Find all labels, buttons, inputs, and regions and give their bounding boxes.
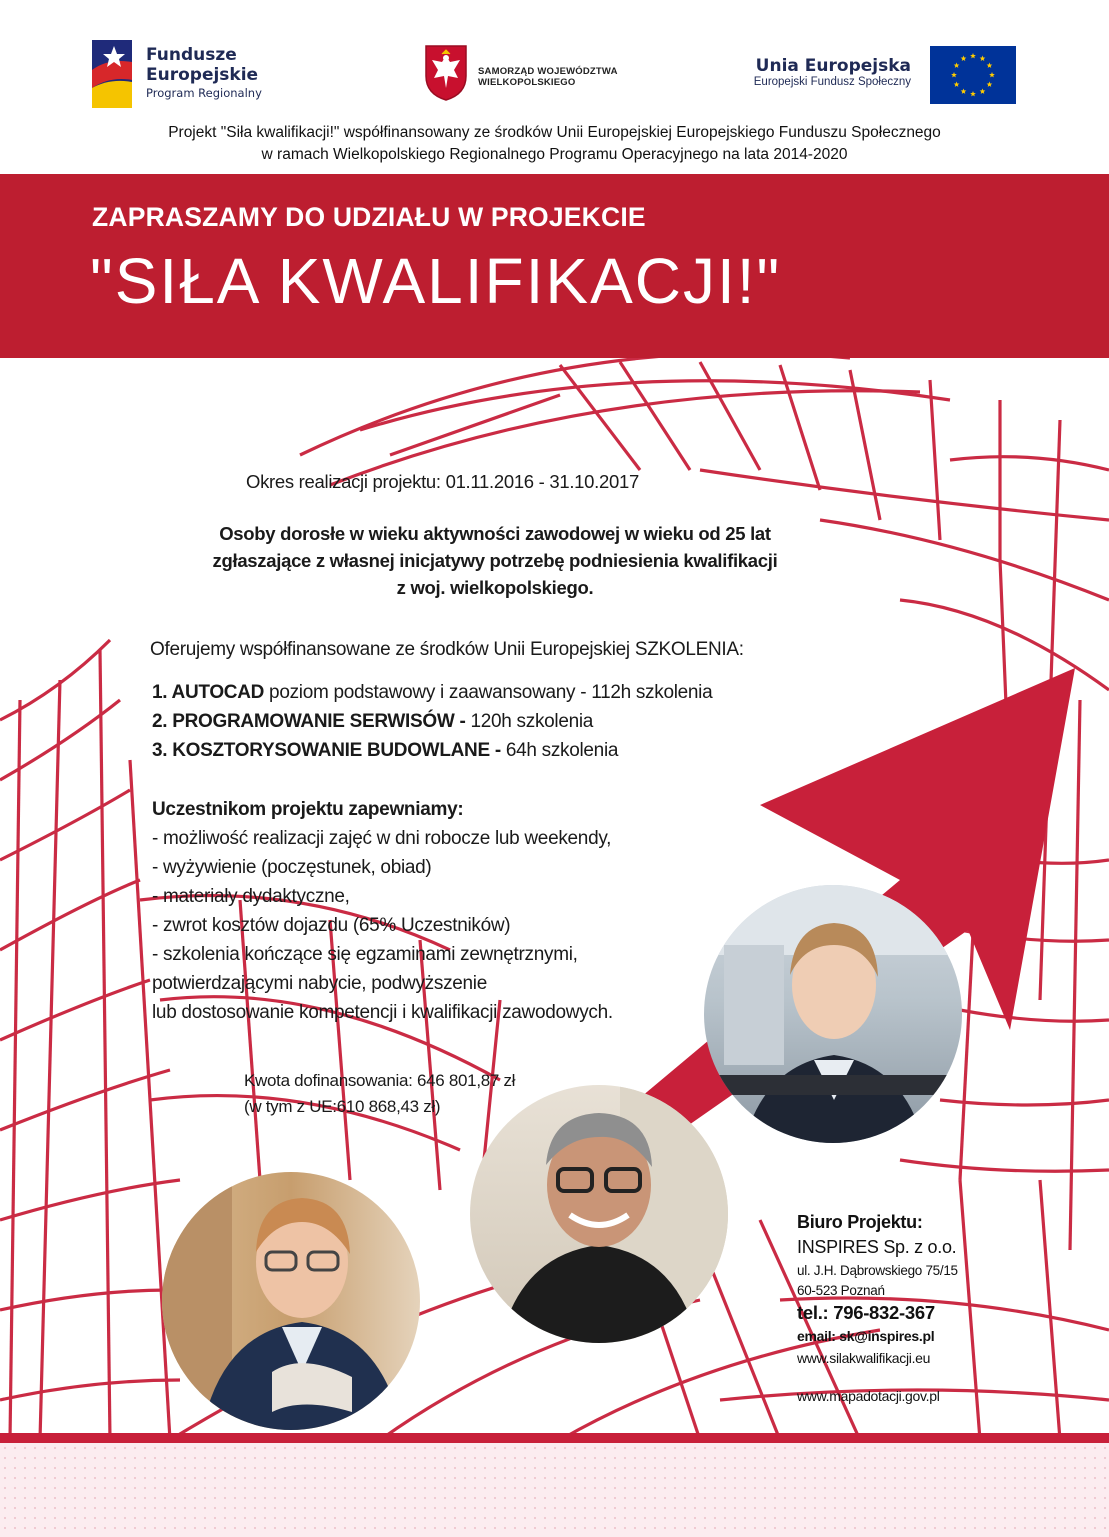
- contact-heading: Biuro Projektu:: [797, 1212, 923, 1232]
- photo-woman: [704, 885, 962, 1143]
- funding-line1: Kwota dofinansowania: 646 801,87 zł: [244, 1071, 516, 1090]
- fe-line2: Europejskie: [146, 65, 259, 85]
- training-item: [152, 736, 712, 765]
- benefit-item: - możliwość realizacji zajęć w dni robocze lub weekendy,: [152, 828, 612, 849]
- training-detail: 120h szkolenia: [465, 711, 594, 732]
- contact-website[interactable]: www.silakwalifikacji.eu: [797, 1350, 931, 1366]
- funding: [244, 1068, 515, 1120]
- banner-subtitle: ZAPRASZAMY DO UDZIAŁU W PROJEKCIE: [92, 202, 646, 232]
- contact-company: INSPIRES Sp. z o.o.: [797, 1237, 957, 1257]
- benefit-item: - szkolenia kończące się egzaminami zewnętrznymi,: [152, 944, 578, 965]
- cofinancing-line2: w ramach Wielkopolskiego Regionalnego Programu Operacyjnego na lata 2014-2020: [261, 146, 848, 163]
- benefit-item: - materiały dydaktyczne,: [152, 886, 350, 907]
- cofinancing-line1: Projekt "Siła kwalifikacji!" współfinansowany ze środków Unii Europejskiej Europejskiego Funduszu Społecznego: [168, 124, 941, 141]
- training-name: 1. AUTOCAD: [152, 682, 265, 703]
- benefit-item: lub dostosowanie kompetencji i kwalifikacji zawodowych.: [152, 1002, 613, 1023]
- fe-line1: Fundusze: [146, 45, 237, 65]
- project-period: Okres realizacji projektu: 01.11.2016 - 31.10.2017: [246, 471, 639, 492]
- target-group: [150, 520, 840, 601]
- samorzad-line1: SAMORZĄD WOJEWÓDZTWA: [478, 66, 618, 77]
- eu-line1: Unia Europejska: [755, 56, 911, 76]
- funding-line2: (w tym z UE:610 868,43 zł): [244, 1097, 441, 1116]
- fe-logo-text: [146, 45, 262, 101]
- benefits-heading: Uczestnikom projektu zapewniamy:: [152, 799, 464, 820]
- contact-phone: tel.: 796-832-367: [797, 1302, 935, 1323]
- benefit-item: potwierdzającymi nabycie, podwyższenie: [152, 973, 487, 994]
- samorzad-line2: WIELKOPOLSKIEGO: [478, 77, 576, 88]
- target-group-line1: Osoby dorosłe w wieku aktywności zawodowej w wieku od 25 lat: [219, 523, 771, 544]
- contact-email[interactable]: email: sk@inspires.pl: [797, 1328, 935, 1344]
- eu-flag-icon: [930, 46, 1016, 104]
- map-website[interactable]: www.mapadotacji.gov.pl: [797, 1388, 940, 1404]
- training-name: 3. KOSZTORYSOWANIE BUDOWLANE -: [152, 740, 501, 761]
- eagle-coat-of-arms-icon: [424, 44, 468, 102]
- training-item: [152, 707, 712, 736]
- target-group-line3: z woj. wielkopolskiego.: [396, 577, 594, 598]
- banner-title: "SIŁA KWALIFIKACJI!": [90, 245, 782, 317]
- samorzad-logo-text: [478, 66, 618, 88]
- training-list: [152, 678, 712, 765]
- logo-bar: [0, 0, 1109, 120]
- bottom-dotted-band: [0, 1443, 1109, 1537]
- fe-flag-icon: [92, 40, 132, 108]
- fe-line3: Program Regionalny: [146, 86, 262, 100]
- training-detail: poziom podstawowy i zaawansowany - 112h szkolenia: [264, 682, 713, 703]
- training-name: 2. PROGRAMOWANIE SERWISÓW -: [152, 711, 466, 732]
- contact-city: 60-523 Poznań: [797, 1283, 885, 1298]
- photo-young-man: [162, 1172, 420, 1430]
- benefit-item: - wyżywienie (poczęstunek, obiad): [152, 857, 432, 878]
- training-detail: 64h szkolenia: [500, 740, 619, 761]
- benefit-item: - zwrot kosztów dojazdu (65% Uczestników): [152, 915, 511, 936]
- eu-logo-text: [754, 56, 911, 88]
- title-banner: [0, 174, 1109, 358]
- benefits: [152, 795, 613, 1027]
- offer-intro: Oferujemy współfinansowane ze środków Unii Europejskiej SZKOLENIA:: [150, 639, 744, 660]
- training-item: [152, 678, 712, 707]
- eu-line2: Europejski Fundusz Społeczny: [753, 76, 911, 88]
- photo-older-man: [470, 1085, 728, 1343]
- target-group-line2: zgłaszające z własnej inicjatywy potrzebę podniesienia kwalifikacji: [212, 550, 778, 571]
- contact-street: ul. J.H. Dąbrowskiego 75/15: [797, 1263, 958, 1278]
